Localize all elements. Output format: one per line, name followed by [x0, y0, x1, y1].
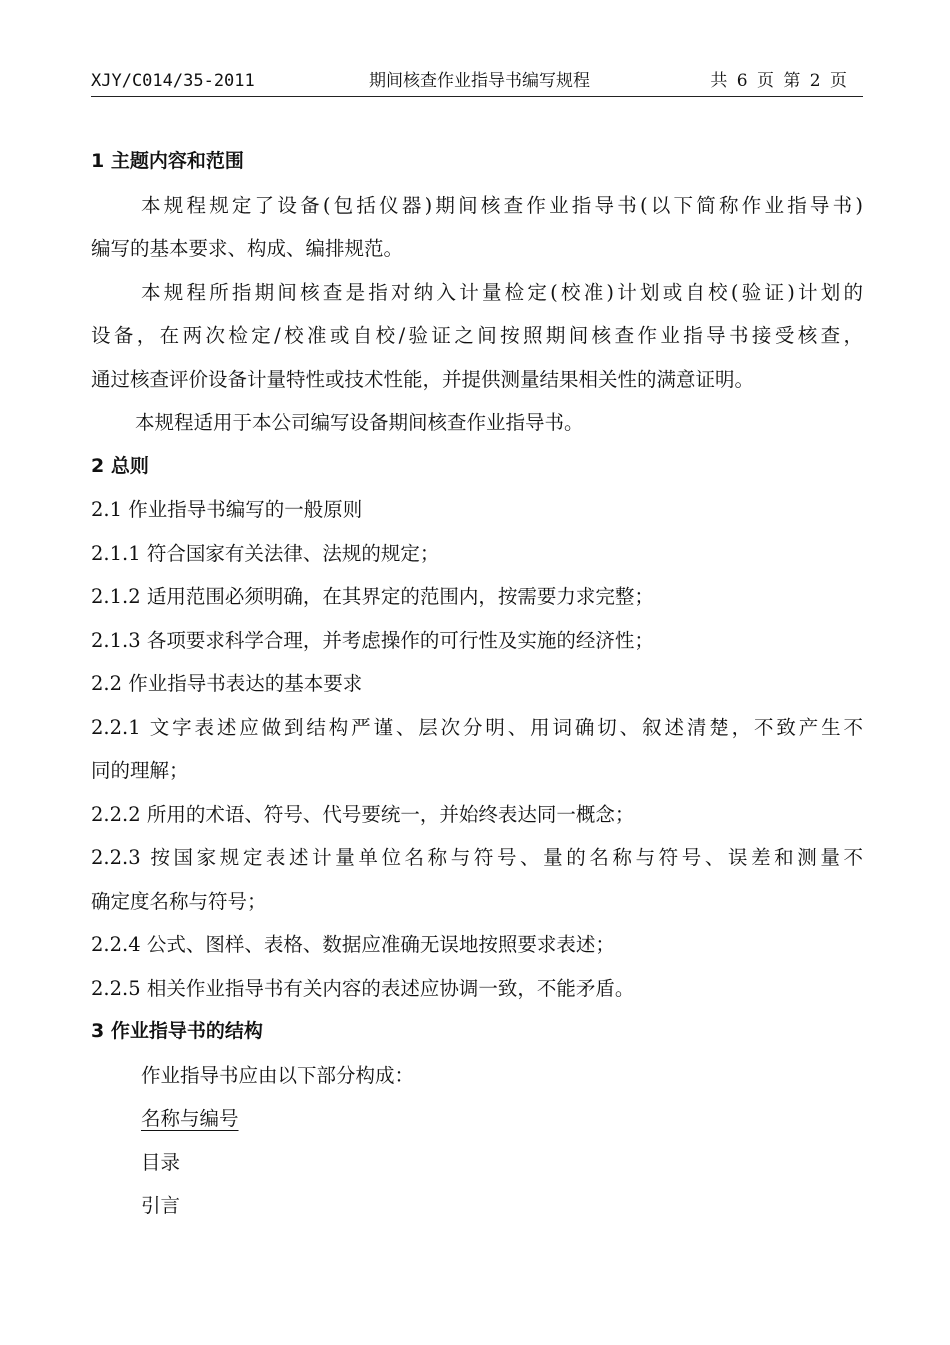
- clause-2-2-1-line-2: 同的理解；: [91, 759, 189, 782]
- clause-2-2-3-line-1: 2.2.3 按国家规定表述计量单位名称与符号、量的名称与符号、误差和测量不: [91, 846, 863, 869]
- clause-2-2-4: 2.2.4 公式、图样、表格、数据应准确无误地按照要求表述；: [91, 933, 615, 956]
- structure-item-name-and-number: [91, 1097, 863, 1141]
- section-1-heading: 1 主题内容和范围: [91, 150, 244, 172]
- section-1-paragraph-2-line-3: 通过核查评价设备计量特性或技术性能，并提供测量结果相关性的满意证明。: [91, 367, 755, 391]
- section-2-heading: 2 总则: [91, 454, 149, 477]
- document-code: XJY/C014/35-2011: [91, 71, 255, 91]
- section-1-paragraph-1-line-1: 本规程规定了设备(包括仪器)期间核查作业指导书(以下简称作业指导书): [141, 193, 863, 217]
- structure-item-label: 名称与编号: [141, 1107, 239, 1130]
- clause-2-2-1-line-1: 2.2.1 文字表述应做到结构严谨、层次分明、用词确切、叙述清楚，不致产生不: [91, 715, 863, 739]
- section-1-paragraph-3: 本规程适用于本公司编写设备期间核查作业指导书。: [135, 411, 584, 434]
- subsection-2-2-heading: 2.2 作业指导书表达的基本要求: [91, 672, 363, 695]
- document-title: 期间核查作业指导书编写规程: [369, 71, 590, 91]
- section-1-paragraph-1-line-2: 编写的基本要求、构成、编排规范。: [91, 237, 404, 260]
- section-3-heading: 3 作业指导书的结构: [91, 1020, 263, 1042]
- clause-2-1-2: 2.1.2 适用范围必须明确，在其界定的范围内，按需要力求完整；: [91, 585, 654, 608]
- clause-2-2-3-line-2: 确定度名称与符号；: [91, 889, 267, 913]
- clause-2-1-3: 2.1.3 各项要求科学合理，并考虑操作的可行性及实施的经济性；: [91, 628, 654, 652]
- document-body: [91, 140, 863, 1228]
- section-3-intro: 作业指导书应由以下部分构成：: [141, 1063, 415, 1087]
- section-1-paragraph-2-line-1: 本规程所指期间核查是指对纳入计量检定(校准)计划或自校(验证)计划的: [141, 280, 863, 304]
- subsection-2-1-heading: 2.1 作业指导书编写的一般原则: [91, 498, 363, 521]
- structure-item-introduction: 引言: [141, 1194, 181, 1217]
- page-number: 共 6 页 第 2 页: [710, 71, 849, 91]
- clause-2-2-2: 2.2.2 所用的术语、符号、代号要统一，并始终表达同一概念；: [91, 802, 635, 826]
- page-header: [91, 68, 863, 97]
- clause-2-1-1: 2.1.1 符合国家有关法律、法规的规定；: [91, 541, 440, 565]
- structure-item-contents: 目录: [141, 1150, 181, 1174]
- clause-2-2-5: 2.2.5 相关作业指导书有关内容的表述应协调一致，不能矛盾。: [91, 976, 635, 1000]
- section-1-paragraph-2-line-2: 设备，在两次检定/校准或自校/验证之间按照期间核查作业指导书接受核查，: [91, 324, 863, 347]
